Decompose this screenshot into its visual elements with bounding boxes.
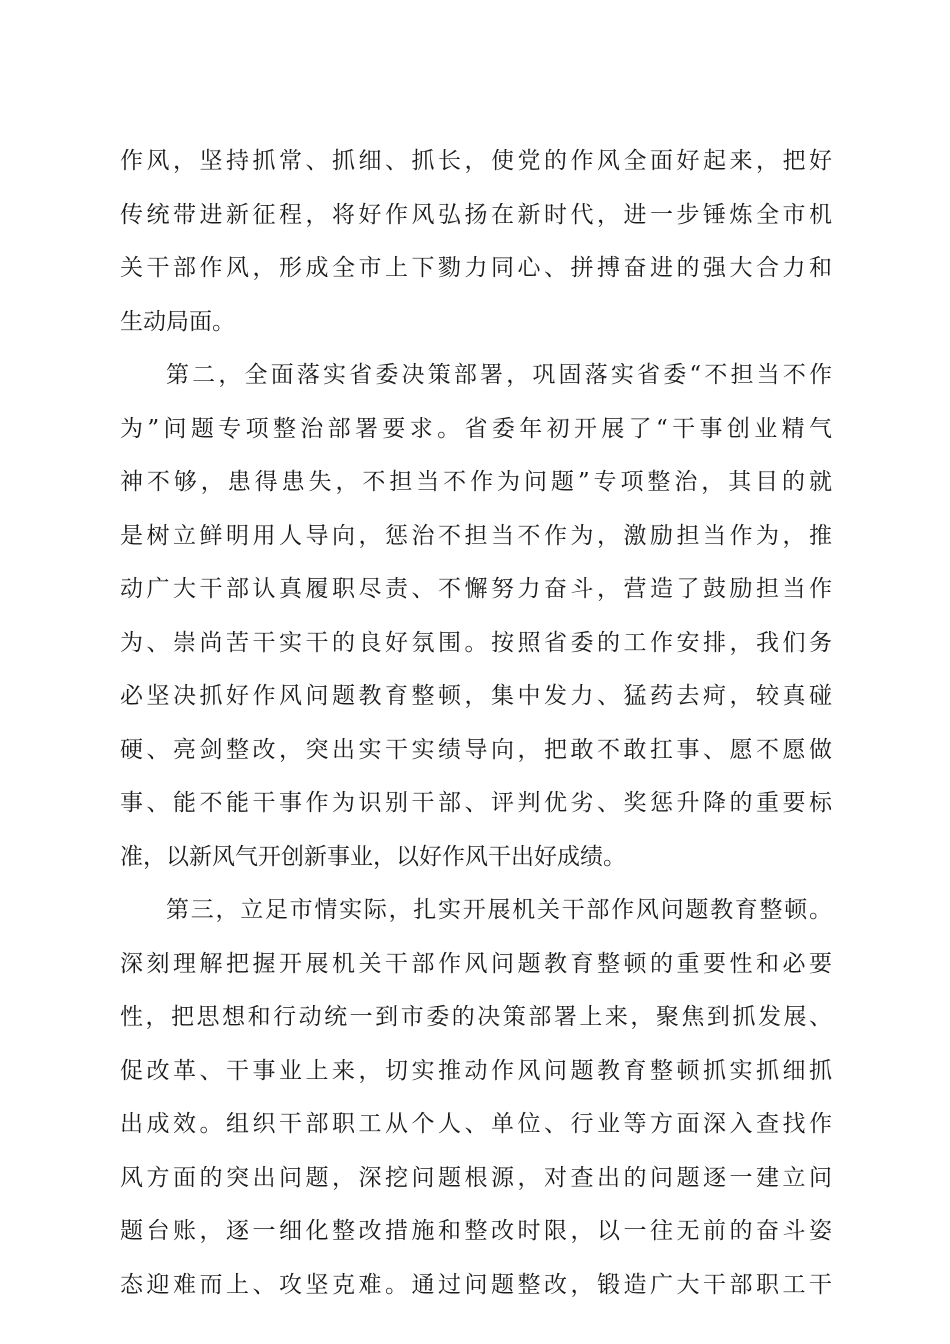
paragraph-3-line-3: 性，把思想和行动统一到市委的决策部署上来，聚焦到抓发展、 <box>120 1004 832 1030</box>
paragraph-3-line-5: 出成效。组织干部职工从个人、单位、行业等方面深入查找作 <box>120 1111 832 1137</box>
paragraph-1-line-2: 传统带进新征程，将好作风弘扬在新时代，进一步锤炼全市机 <box>120 201 832 228</box>
paragraph-1-line-4: 生动局面。 <box>120 308 235 335</box>
paragraph-2-line-6: 为、崇尚苦干实干的良好氛围。按照省委的工作安排，我们务 <box>120 629 832 656</box>
body-text <box>120 135 832 1312</box>
paragraph-2-line-9: 事、能不能干事作为识别干部、评判优劣、奖惩升降的重要标 <box>120 790 832 816</box>
paragraph-3-line-7: 题台账，逐一细化整改措施和整改时限，以一往无前的奋斗姿 <box>120 1218 832 1244</box>
paragraph-3-line-2: 深刻理解把握开展机关干部作风问题教育整顿的重要性和必要 <box>120 950 832 977</box>
paragraph-1-line-1: 作风，坚持抓常、抓细、抓长，使党的作风全面好起来，把好 <box>120 148 832 174</box>
paragraph-3-line-8: 态迎难而上、攻坚克难。通过问题整改，锻造广大干部职工干 <box>120 1271 832 1298</box>
paragraph-3-line-6: 风方面的突出问题，深挖问题根源，对查出的问题逐一建立问 <box>120 1164 832 1191</box>
paragraph-3-line-4: 促改革、干事业上来，切实推动作风问题教育整顿抓实抓细抓 <box>120 1057 832 1084</box>
paragraph-2-line-1: 第二，全面落实省委决策部署，巩固落实省委“不担当不作 <box>166 362 832 388</box>
paragraph-2-line-7: 必坚决抓好作风问题教育整顿，集中发力、猛药去疴，较真碰 <box>120 683 832 709</box>
paragraph-1-line-3: 关干部作风，形成全市上下勠力同心、拼搏奋进的强大合力和 <box>120 255 832 281</box>
paragraph-2-line-10: 准，以新风气开创新事业，以好作风干出好成绩。 <box>120 843 626 870</box>
paragraph-2-line-2: 为”问题专项整治部署要求。省委年初开展了“干事创业精气 <box>120 415 832 442</box>
paragraph-2-line-3: 神不够，患得患失，不担当不作为问题”专项整治，其目的就 <box>120 469 832 495</box>
paragraph-2-line-4: 是树立鲜明用人导向，惩治不担当不作为，激励担当作为，推 <box>120 522 832 549</box>
paragraph-3-line-1: 第三，立足市情实际，扎实开展机关干部作风问题教育整顿。 <box>166 897 832 923</box>
paragraph-2-line-5: 动广大干部认真履职尽责、不懈努力奋斗，营造了鼓励担当作 <box>120 576 832 602</box>
paragraph-2-line-8: 硬、亮剑整改，突出实干实绩导向，把敢不敢扛事、愿不愿做 <box>120 736 832 763</box>
